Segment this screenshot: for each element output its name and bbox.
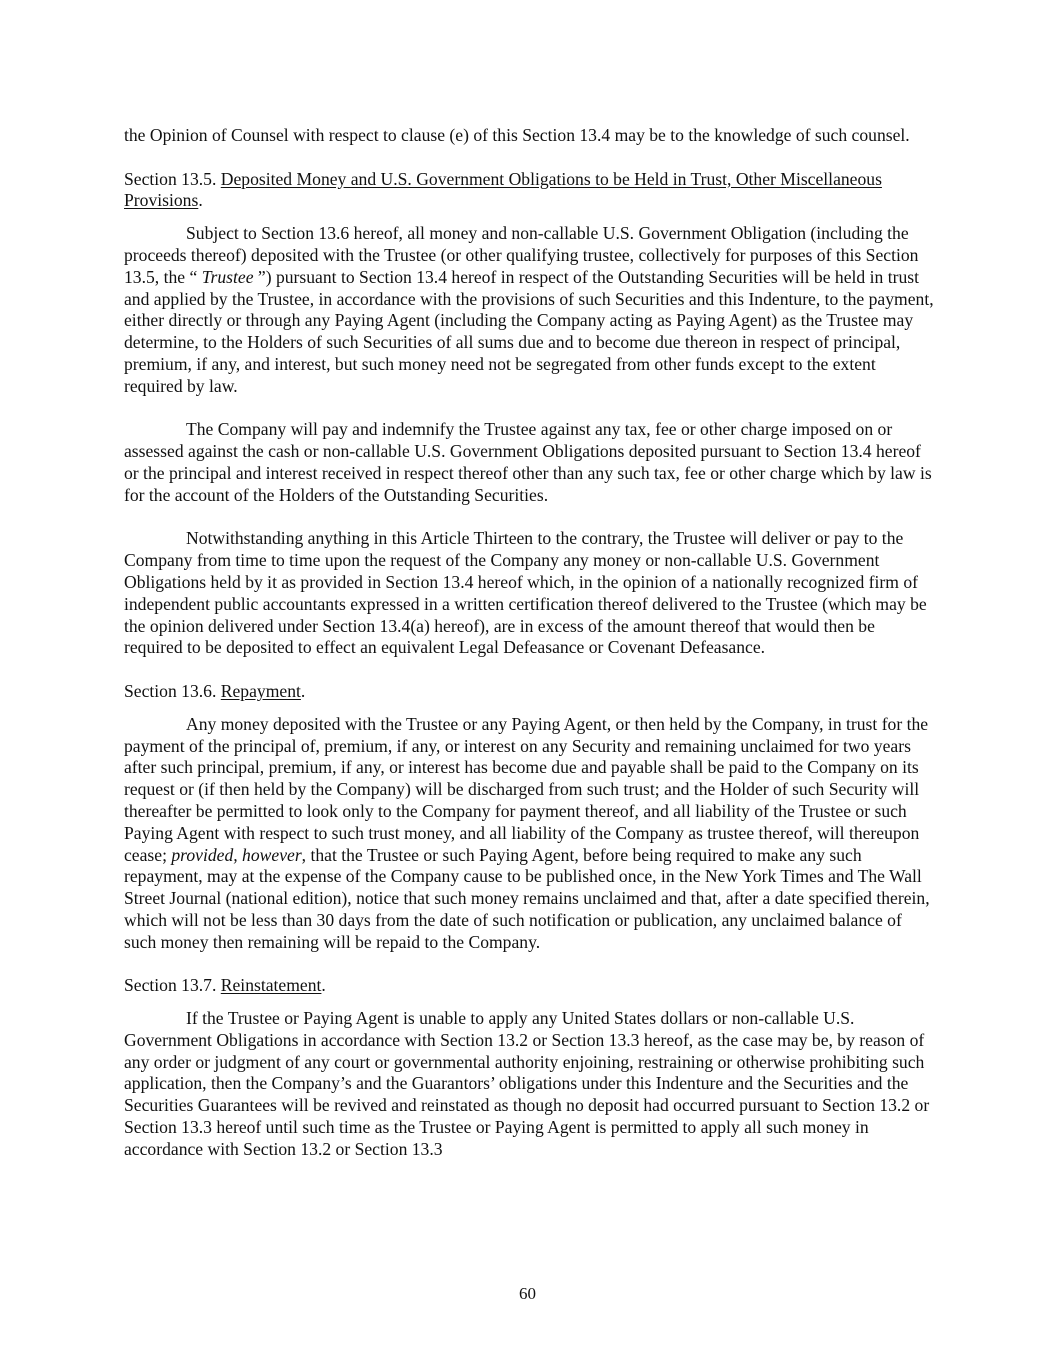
italic-term: provided, however [171,844,302,865]
section-number: Section 13.7. [124,975,221,996]
heading-period: . [321,975,326,996]
heading-period: . [198,190,203,211]
section-13-7-paragraph-1: If the Trustee or Paying Agent is unable to apply any United States dollars or non-callable U.S. Government Obligations in accordance with Section 13.2 or Section 13.3 hereof, as the case may be, by reason of any order or judgment of any court or governmental authority enjoining, restraining or otherwise prohibiting such application, then the Company’s and the Guarantors’ obligations under this Indenture and the Securities and the Securities Guarantees will be revived and reinstated as though no deposit had occurred pursuant to Section 13.2 or Section 13.3 hereof until such time as the Trustee or Paying Agent is permitted to apply all such money in accordance with Section 13.2 or Section 13.3 [124,1008,930,1159]
page-number: 60 [519,1284,536,1303]
document-page [124,125,934,1161]
text-run: , that the Trustee or such Paying Agent, before being required to make any such repayment, may at the expense of the Company cause to be published once, in the New York Times and The Wall Street Journal (national edition), notice that such money remains unclaimed and that, after a date specified therein, which will not be less than 30 days from the date of such notification or publication, any unclaimed balance of such money then remaining will be repaid to the Company. [124,844,930,952]
section-number: Section 13.6. [124,680,221,701]
section-13-5-heading [124,169,934,213]
section-13-7-heading [124,975,934,997]
section-13-6-heading [124,681,934,703]
italic-term: Trustee [201,266,254,287]
section-13-6-paragraph-1 [124,714,934,954]
section-number: Section 13.5. [124,168,221,189]
section-13-5-paragraph-3: Notwithstanding anything in this Article Thirteen to the contrary, the Trustee will deliver or pay to the Company from time to time upon the request of the Company any money or non-callable U.S. Government Obligations held by it as provided in Section 13.4 hereof which, in the opinion of a nationally recognized firm of independent public accountants expressed in a written certification thereof delivered to the Trustee (which may be the opinion delivered under Section 13.4(a) hereof), are in excess of the amount thereof that would then be required to be deposited to effect an equivalent Legal Defeasance or Covenant Defeasance. [124,528,927,658]
section-title: Repayment [220,680,301,701]
text-run: Subject to Section 13.6 hereof, all money and non-callable U.S. Government Obligation (including the proceeds thereof) deposited with the Trustee (or other qualifying trustee, collectively for purposes of this Section 13.5, the “ [124,223,919,287]
section-13-5-paragraph-2: The Company will pay and indemnify the Trustee against any tax, fee or other charge imposed on or assessed against the cash or non-callable U.S. Government Obligations deposited pursuant to Section 13.4 hereof or the principal and interest received in respect thereof other than any such tax, fee or other charge which by law is for the account of the Holders of the Outstanding Securities. [124,419,932,505]
text-run: ”) pursuant to Section 13.4 hereof in respect of the Outstanding Securities will be held in trust and applied by the Trustee, in accordance with the provisions of such Securities and this Indenture, to the payment, either directly or through any Paying Agent (including the Company acting as Paying Agent) as the Trustee may determine, to the Holders of such Securities of all sums due and to become due thereon in respect of principal, premium, if any, and interest, but such money need not be segregated from other funds except to the extent required by law. [124,266,934,396]
section-13-5-paragraph-1 [124,223,934,397]
text-run: Any money deposited with the Trustee or any Paying Agent, or then held by the Company, in trust for the payment of the principal of, premium, if any, or interest on any Security and remaining unclaimed for two years after such principal, premium, if any, or interest has become due and payable shall be paid to the Company on its request or (if then held by the Company) will be discharged from such trust; and the Holder of such Security will thereafter be permitted to look only to the Company for payment thereof, and all liability of the Trustee or such Paying Agent with respect to such trust money, and all liability of the Company as trustee thereof, will thereupon cease; [124,713,929,865]
heading-period: . [300,680,306,701]
section-title: Reinstatement [220,975,322,996]
paragraph-continued: the Opinion of Counsel with respect to clause (e) of this Section 13.4 may be to the knowledge of such counsel. [124,125,910,145]
section-title: Deposited Money and U.S. Government Obligations to be Held in Trust, Other Miscellaneous Provisions [124,168,882,211]
